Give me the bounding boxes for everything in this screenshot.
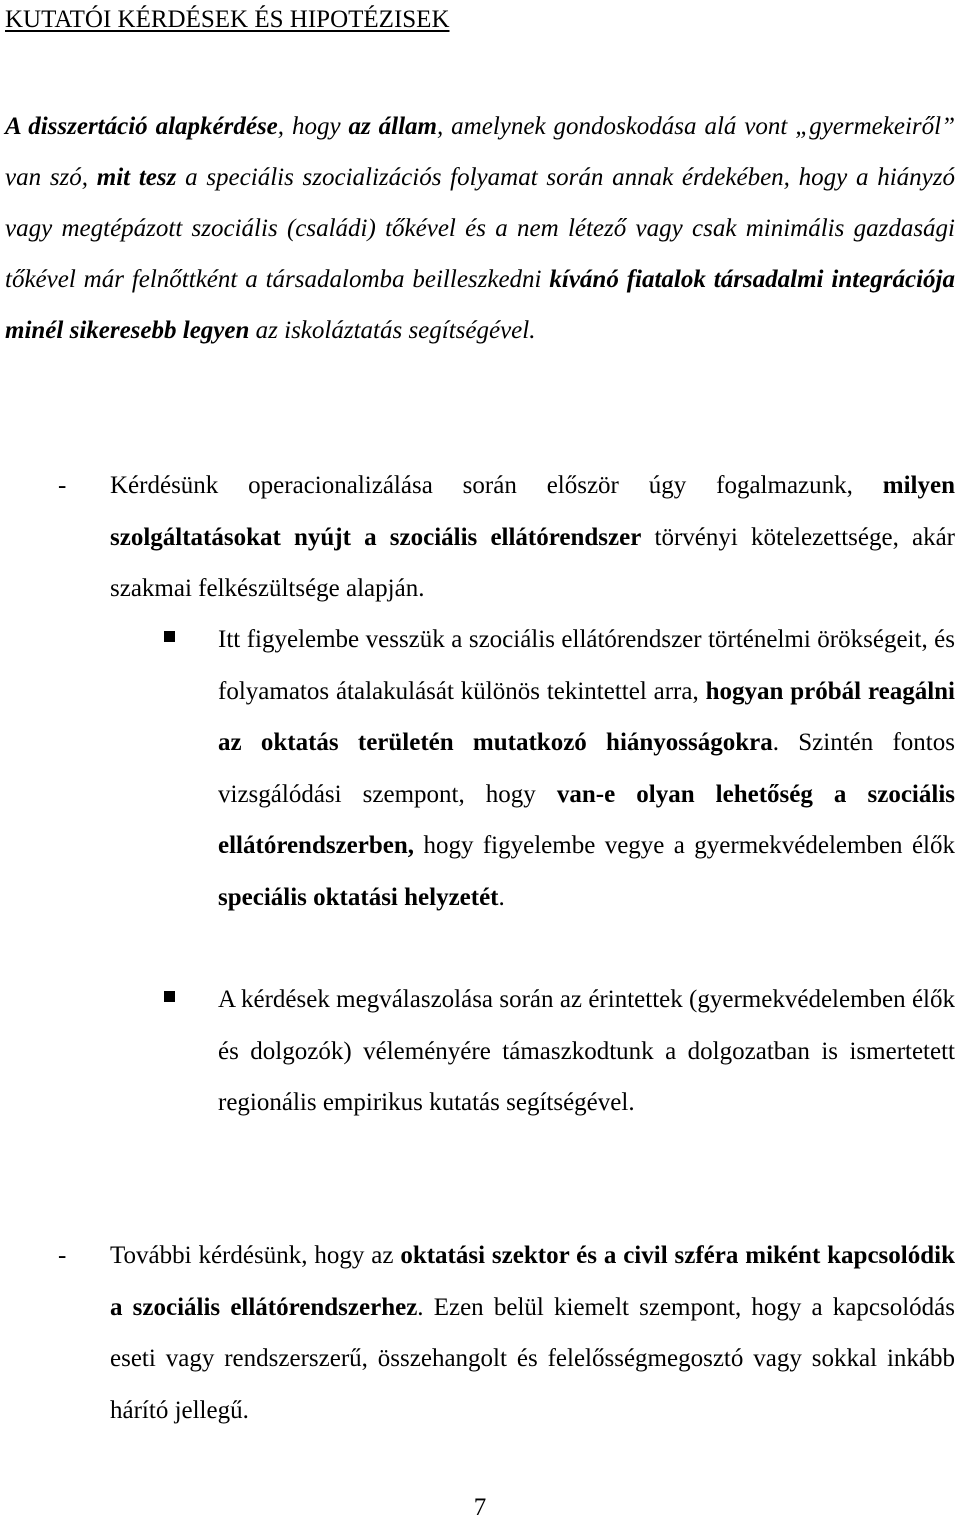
intro-text: a speciális szocializációs folyamat során annak érdekében, hogy a hiányzó vagy megtépázott szociális (családi) tőkével és a nem létező vagy csak minimális gazdasági tőkével már felnőttként a társadalomba beilleszkedni: [5, 164, 955, 293]
intro-emphasis: kívánó fiatalok társadalmi integrációja minél sikeresebb legyen: [5, 266, 955, 344]
dash-marker: -: [58, 1242, 67, 1269]
intro-emphasis: A disszertáció alapkérdése: [5, 113, 278, 140]
square-bullet-icon: [164, 631, 175, 642]
item-text: . Ezen belül kiemelt szempont, hogy a kapcsolódás eseti vagy rendszerszerű, összehangolt és felelősségmegosztó vagy sokkal inkább hárító jellegű.: [110, 1293, 955, 1424]
square-bullet-icon: [164, 991, 175, 1002]
dash-marker: -: [58, 472, 67, 499]
item-emphasis: speciális oktatási helyzetét: [218, 883, 499, 911]
intro-emphasis: az állam: [348, 113, 437, 140]
intro-text: az iskoláztatás segítségével.: [249, 317, 536, 344]
item-text: További kérdésünk, hogy az: [110, 1242, 401, 1269]
page-number: 7: [473, 1494, 487, 1521]
item-emphasis: milyen szolgáltatásokat nyújt a szociális ellátórendszer: [110, 472, 955, 551]
section-heading: KUTATÓI KÉRDÉSEK ÉS HIPOTÉZISEK: [5, 6, 450, 33]
intro-paragraph: [5, 101, 955, 356]
bullet-item-text: [218, 614, 955, 923]
item-text: . Szintén fontos vizsgálódási szempont, hogy: [218, 729, 955, 808]
item-text: A kérdések megválaszolása során az érintettek (gyermekvédelemben élők és dolgozók) véleményére támaszkodtunk a dolgozatban is ismertetett regionális empirikus kutatás segítségével.: [218, 986, 955, 1116]
intro-text: , amelynek gondoskodása alá vont „gyermekeiről” van szó,: [5, 113, 955, 191]
dash-item-text: [110, 1230, 955, 1436]
item-text: hogy figyelembe vegye a gyermekvédelemben élők: [414, 832, 955, 859]
item-emphasis: hogyan próbál reagálni az oktatás területén mutatkozó hiányosságokra: [218, 677, 955, 756]
item-text: .: [498, 883, 505, 911]
intro-text: , hogy: [277, 113, 349, 140]
item-emphasis: oktatási szektor és a civil szféra miként kapcsolódik a szociális ellátórendszerhez: [110, 1242, 955, 1321]
intro-emphasis: mit tesz: [96, 164, 177, 191]
dash-item-text: [110, 460, 955, 615]
item-text: Itt figyelembe vesszük a szociális ellátórendszer történelmi örökségeit, és folyamatos átalakulását különös tekintettel arra,: [218, 626, 955, 705]
item-text: Kérdésünk operacionalizálása során először úgy fogalmazunk,: [110, 472, 883, 499]
item-emphasis: van-e olyan lehetőség a szociális ellátórendszerben,: [218, 780, 955, 859]
bullet-item-text: [218, 974, 955, 1129]
item-text: törvényi kötelezettsége, akár szakmai felkészültsége alapján.: [110, 523, 956, 602]
